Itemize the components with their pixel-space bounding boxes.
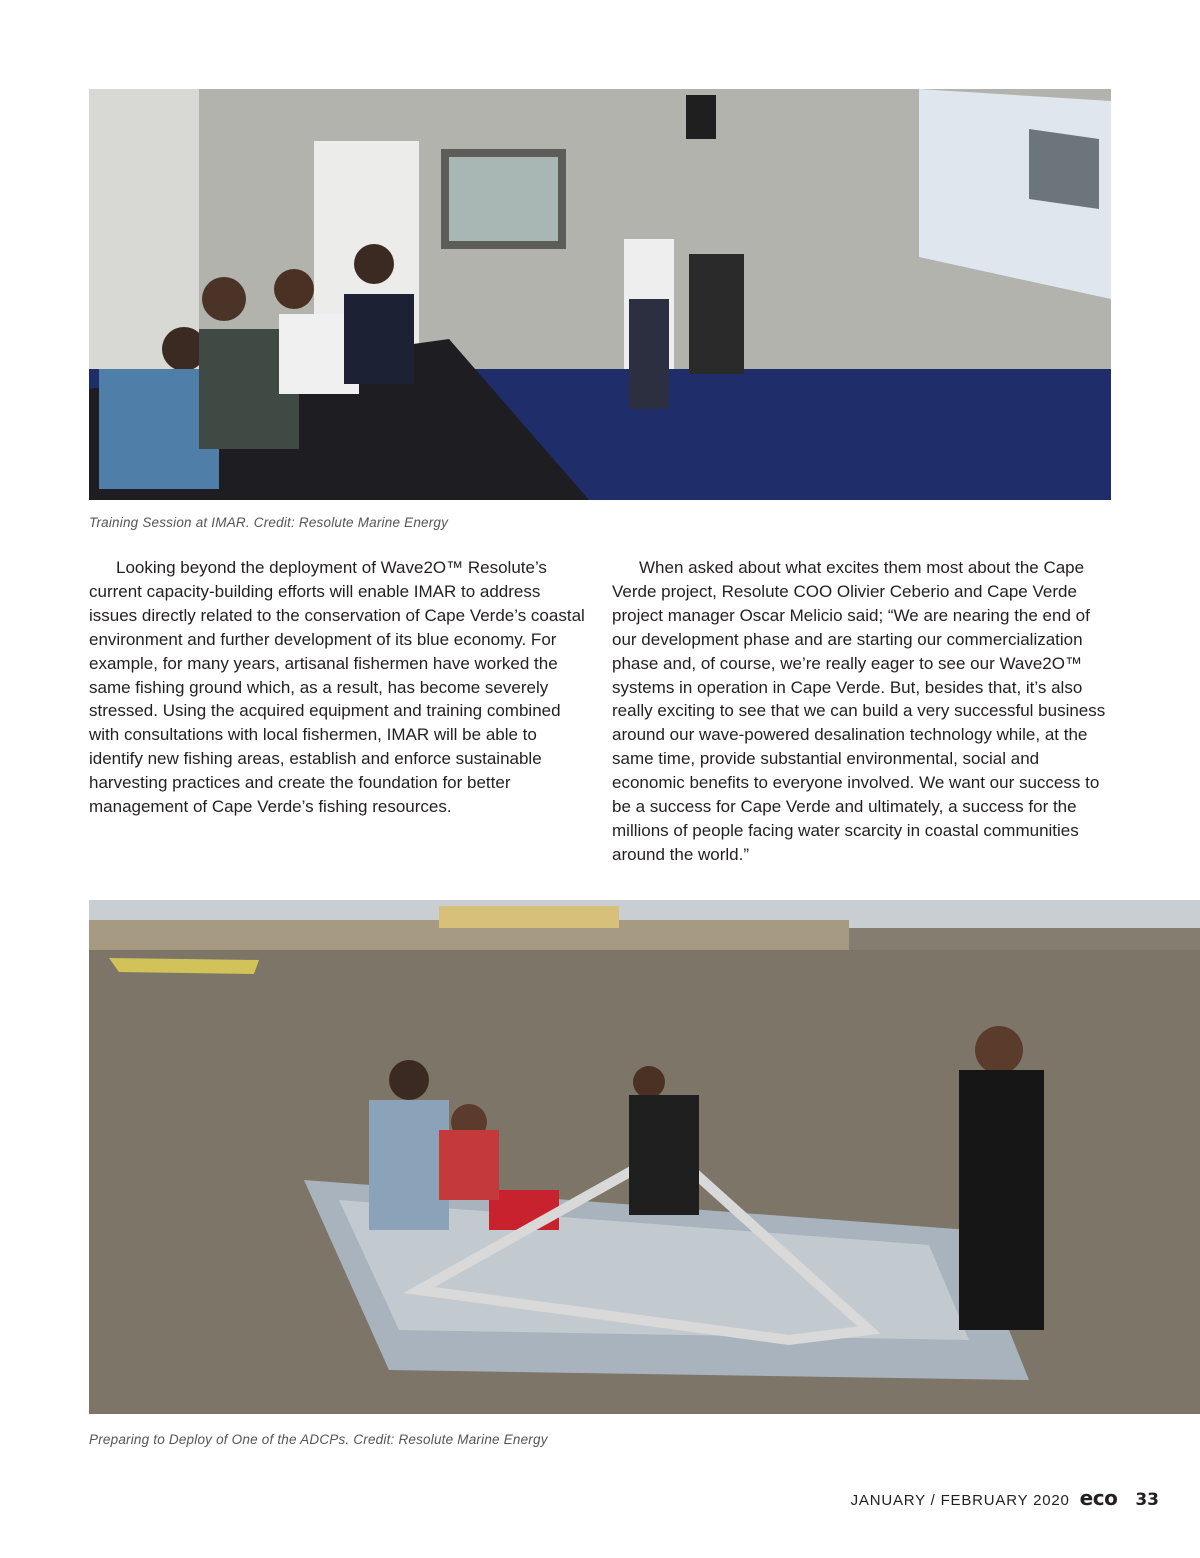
photo-caption: Training Session at IMAR. Credit: Resolute Marine Energy — [89, 515, 449, 530]
adcp-deployment-photo — [89, 900, 1200, 1414]
photo-caption: Preparing to Deploy of One of the ADCPs. Credit: Resolute Marine Energy — [89, 1432, 548, 1447]
page-footer — [851, 1486, 1159, 1510]
article-column-right — [612, 556, 1109, 867]
article-paragraph: Looking beyond the deployment of Wave2O™ Resolute’s current capacity-building efforts will enable IMAR to address issues directly related to the conservation of Cape Verde’s coastal environment and further development of its blue economy. For example, for many years, artisanal fishermen have worked the same fishing ground which, as a result, has become severely stressed. Using the acquired equipment and training combined with consultations with local fishermen, IMAR will be able to identify new fishing areas, establish and enforce sustainable harvesting practices and create the foundation for better management of Cape Verde’s fishing resources. — [89, 558, 585, 817]
page-number: 33 — [1135, 1490, 1159, 1510]
training-session-photo — [89, 89, 1111, 500]
issue-date: JANUARY / FEBRUARY 2020 — [850, 1492, 1070, 1509]
article-paragraph: When asked about what excites them most about the Cape Verde project, Resolute COO Olivier Ceberio and Cape Verde project manager Oscar Melicio said; “We are nearing the end of our development phase and are starting our commercialization phase and, of course, we’re really eager to see our Wave2O™ systems in operation in Cape Verde. But, besides that, it’s also really exciting to see that we can build a very successful business around our wave-powered desalination technology while, at the same time, provide substantial environmental, social and economic benefits to everyone involved. We want our success to be a success for Cape Verde and ultimately, a success for the millions of people facing water scarcity in coastal communities around the world.” — [612, 558, 1106, 864]
magazine-logo: eco — [1079, 1486, 1118, 1510]
article-column-left — [89, 556, 586, 819]
